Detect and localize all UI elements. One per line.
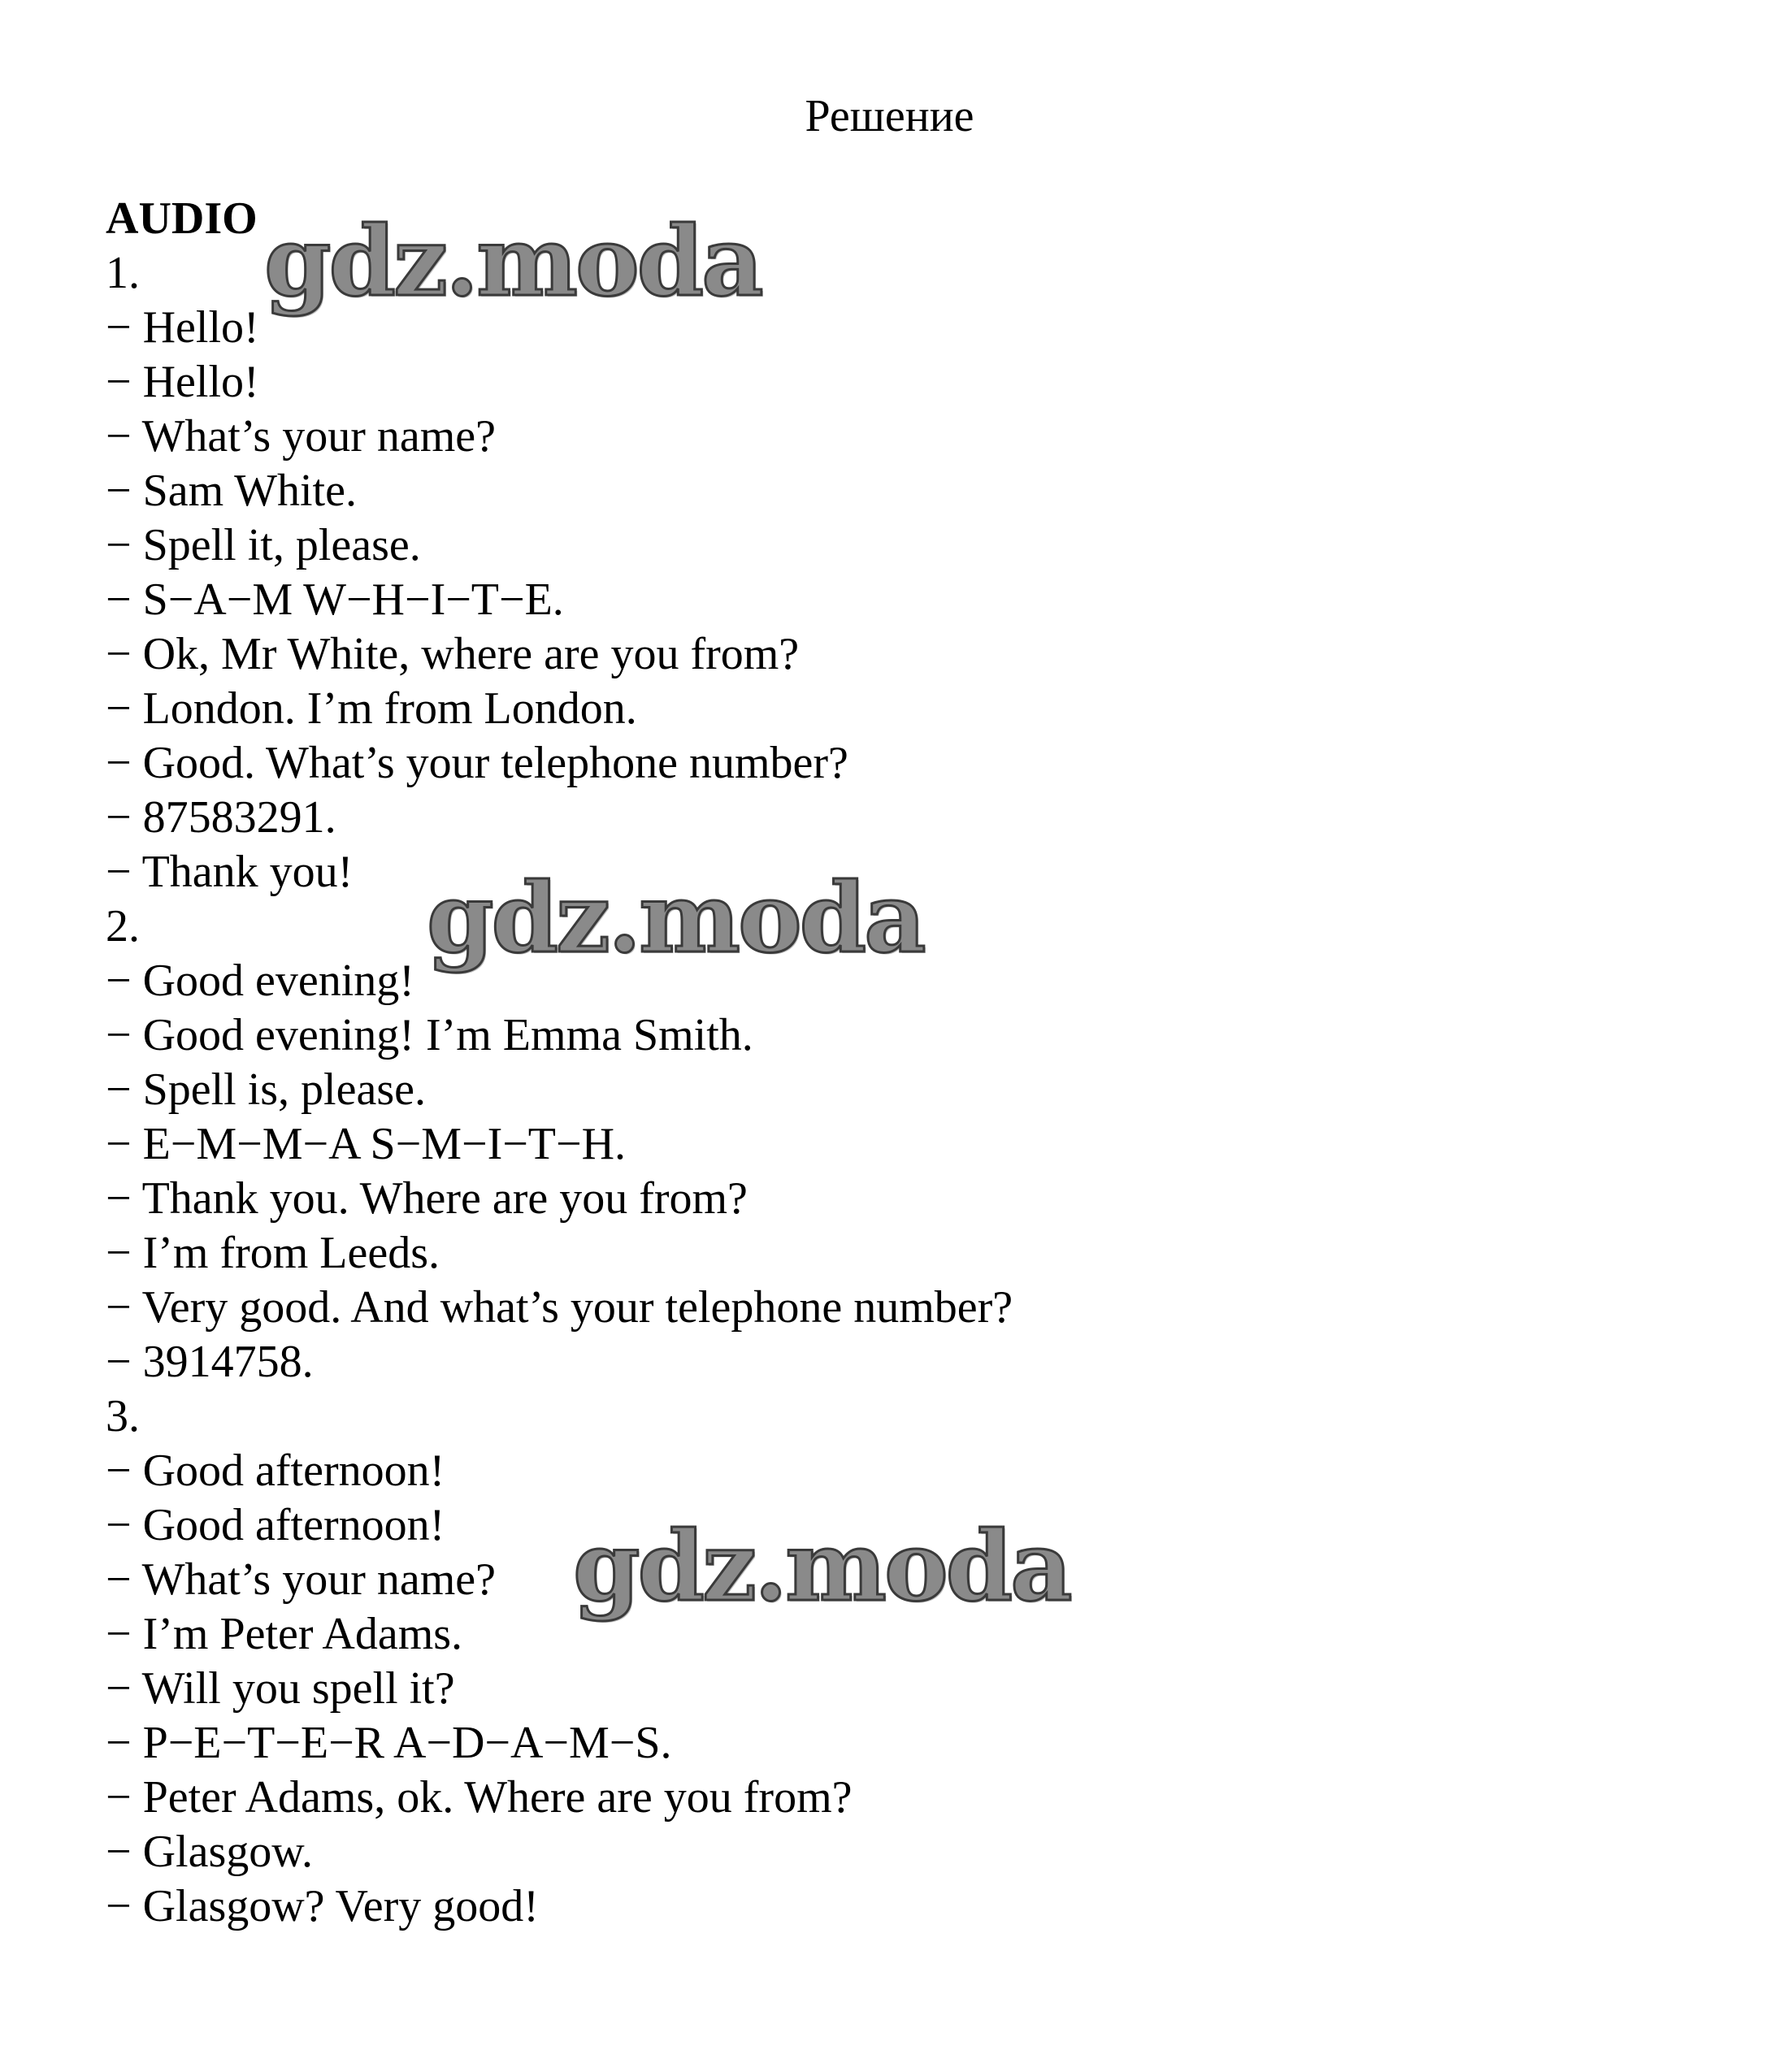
dialogue-line: − S−A−M W−H−I−T−E.	[106, 574, 564, 625]
dialogue-line: − Glasgow? Very good!	[106, 1881, 539, 1931]
section-heading: AUDIO	[106, 193, 258, 244]
dialogue-line: − Good afternoon!	[106, 1446, 445, 1496]
dialogue-line: − I’m Peter Adams.	[106, 1609, 463, 1659]
dialogue-line: − Good afternoon!	[106, 1500, 445, 1550]
audio-transcript	[106, 192, 1650, 1934]
dialogue-line: − What’s your name?	[106, 411, 496, 462]
dialogue-line: − Hello!	[106, 357, 259, 407]
dialogue-line: − Good evening! I’m Emma Smith.	[106, 1010, 753, 1060]
dialogue-line: − Spell it, please.	[106, 520, 421, 570]
dialogue-line: − Spell is, please.	[106, 1064, 426, 1115]
dialogue-line: − Thank you!	[106, 847, 354, 897]
dialogue-line: − Sam White.	[106, 466, 357, 516]
watermark: gdz.moda	[427, 861, 924, 974]
dialogue-number: 3.	[106, 1391, 140, 1441]
dialogue-line: − Good evening!	[106, 956, 414, 1006]
watermark: gdz.moda	[573, 1510, 1070, 1623]
dialogue-line: − Ok, Mr White, where are you from?	[106, 629, 800, 679]
dialogue-number: 2.	[106, 901, 140, 951]
dialogue-line: − P−E−T−E−R A−D−A−M−S.	[106, 1718, 672, 1768]
page-title: Решение	[805, 91, 974, 141]
dialogue-line: − Very good. And what’s your telephone number?	[106, 1282, 1013, 1333]
dialogue-line: − Peter Adams, ok. Where are you from?	[106, 1772, 853, 1823]
dialogue-line: − Hello!	[106, 302, 259, 353]
dialogue-line: − Will you spell it?	[106, 1663, 455, 1714]
dialogue-line: − E−M−M−A S−M−I−T−H.	[106, 1119, 627, 1169]
dialogue-line: − Good. What’s your telephone number?	[106, 738, 848, 788]
watermark: gdz.moda	[264, 205, 761, 318]
dialogue-line: − Glasgow.	[106, 1827, 314, 1877]
dialogue-line: − 3914758.	[106, 1337, 314, 1387]
dialogue-line: − 87583291.	[106, 792, 336, 843]
dialogue-line: − London. I’m from London.	[106, 683, 637, 734]
dialogue-line: − Thank you. Where are you from?	[106, 1173, 748, 1224]
dialogue-number: 1.	[106, 248, 140, 298]
dialogue-line: − I’m from Leeds.	[106, 1228, 440, 1278]
dialogue-line: − What’s your name?	[106, 1554, 496, 1605]
